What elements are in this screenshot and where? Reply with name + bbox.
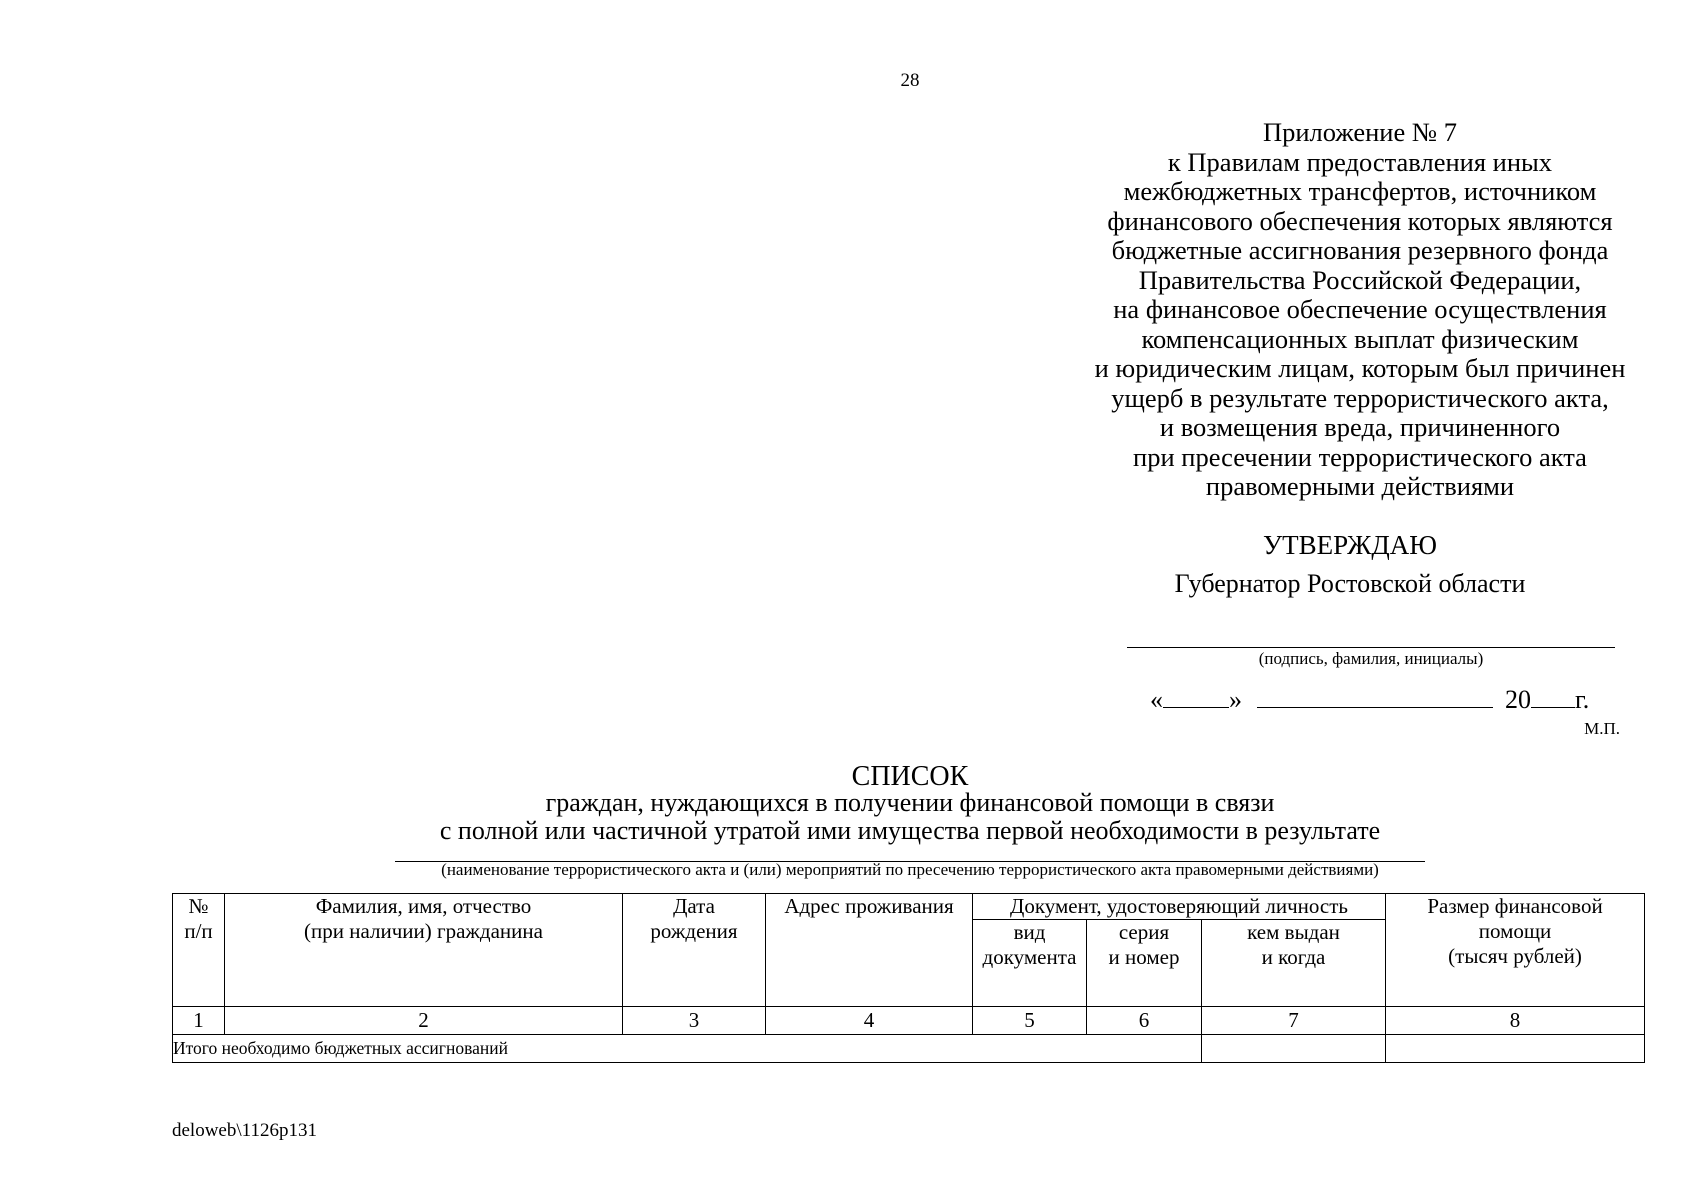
total-cell-issued (1202, 1035, 1386, 1063)
total-row (173, 1035, 1645, 1063)
appendix-line: к Правилам предоставления иных (1167, 146, 1553, 177)
citizens-table (172, 893, 1645, 1063)
header-amount: Размер финансовой помощи (тысяч рублей) (1386, 894, 1645, 1007)
appendix-line: правомерными действиями (1205, 471, 1515, 501)
header-num: № п/п (173, 894, 225, 1007)
year-prefix: 20 (1505, 685, 1531, 714)
appendix-line: и юридическим лицам, которым был причинен (1094, 353, 1626, 383)
column-number: 6 (1087, 1007, 1202, 1035)
header-name: Фамилия, имя, отчество (при наличии) гражданина (225, 894, 623, 1007)
column-number: 3 (623, 1007, 766, 1035)
act-name-caption: (наименование террористического акта и (или) мероприятий по пресечению террористического акта правомерными действиями) (441, 860, 1379, 879)
appendix-line: финансового обеспечения которых являются (1107, 205, 1613, 236)
signature-line (1127, 647, 1615, 648)
appendix-line: межбюджетных трансфертов, источником (1123, 176, 1597, 206)
stamp-placeholder: М.П. (1584, 719, 1620, 738)
header-doc-issued: кем выдан и когда (1202, 920, 1386, 1007)
approval-governor: Губернатор Ростовской области (1174, 569, 1526, 598)
subtitle-line: с полной или частичной утратой ими имущества первой необходимости в результате (439, 816, 1381, 845)
list-title: СПИСОК (851, 761, 969, 792)
column-number: 4 (766, 1007, 973, 1035)
subtitle-line: граждан, нуждающихся в получении финансовой помощи в связи (545, 788, 1275, 817)
header-row (173, 894, 1645, 920)
appendix-header (1040, 118, 1680, 502)
month-blank (1257, 687, 1493, 708)
column-number: 5 (973, 1007, 1087, 1035)
column-number-row (173, 1007, 1645, 1035)
footer-document-code: deloweb\1126p131 (172, 1120, 317, 1141)
date-close-quote: » (1229, 685, 1242, 714)
approval-word: УТВЕРЖДАЮ (1262, 530, 1438, 560)
appendix-line: ущерб в результате террористического акта, (1111, 382, 1609, 413)
list-subtitle (340, 789, 1480, 845)
column-number: 7 (1202, 1007, 1386, 1035)
header-birth-date: Дата рождения (623, 894, 766, 1007)
header-identity-document: Документ, удостоверяющий личность (973, 894, 1386, 920)
appendix-line: и возмещения вреда, причиненного (1159, 412, 1561, 442)
column-number: 8 (1386, 1007, 1645, 1035)
appendix-line: бюджетные ассигнования резервного фонда (1111, 235, 1609, 265)
column-number: 1 (173, 1007, 225, 1035)
date-open-quote: « (1150, 685, 1163, 714)
column-number: 2 (225, 1007, 623, 1035)
total-label: Итого необходимо бюджетных ассигнований (173, 1035, 1202, 1063)
signature-caption: (подпись, фамилия, инициалы) (1258, 649, 1484, 668)
header-doc-series: серия и номер (1087, 920, 1202, 1007)
year-suffix: г. (1575, 685, 1590, 714)
year-blank (1531, 687, 1575, 708)
appendix-line: компенсационных выплат физическим (1141, 323, 1579, 354)
page-number: 28 (900, 70, 920, 91)
header-doc-type: вид документа (973, 920, 1087, 1007)
appendix-line: при пресечении террористического акта (1133, 441, 1587, 472)
day-blank (1163, 687, 1229, 708)
total-cell-amount (1386, 1035, 1645, 1063)
appendix-line: Приложение № 7 (1262, 117, 1457, 147)
appendix-line: на финансовое обеспечение осуществления (1113, 294, 1607, 324)
approval-date (1150, 685, 1620, 715)
header-address: Адрес проживания (766, 894, 973, 1007)
appendix-line: Правительства Российской Федерации, (1138, 264, 1582, 295)
